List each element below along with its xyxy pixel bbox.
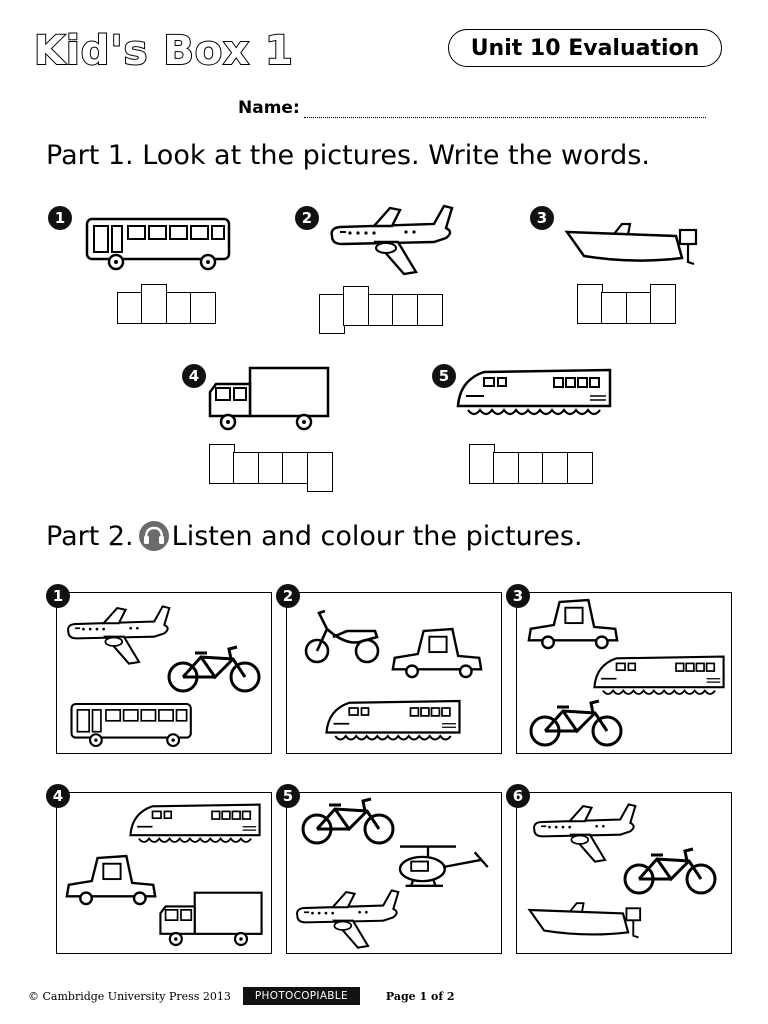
boat-icon: [564, 222, 704, 270]
frame-number: 1: [46, 584, 70, 608]
lorry-icon: [157, 891, 265, 951]
lorry-icon: [206, 366, 332, 436]
unit-title: Unit 10 Evaluation: [448, 29, 722, 67]
plane-icon: [326, 202, 456, 278]
item-number: 4: [182, 364, 206, 388]
answer-boxes-1[interactable]: [118, 292, 216, 324]
train-icon: [127, 801, 263, 849]
answer-boxes-4[interactable]: [210, 452, 333, 492]
name-label: Name:: [238, 98, 300, 118]
part2-heading: [46, 520, 583, 552]
letter-box[interactable]: [417, 294, 443, 326]
boat-icon: [527, 901, 647, 943]
letter-box[interactable]: [577, 284, 603, 324]
letter-box[interactable]: [650, 284, 676, 324]
picture-frame-4[interactable]: [56, 792, 272, 954]
footer: [28, 987, 455, 1005]
letter-box[interactable]: [542, 452, 568, 484]
logo: Kid's Box 1: [34, 28, 294, 74]
cd-icon: [138, 520, 170, 552]
frame-number: 4: [46, 784, 70, 808]
car-icon: [63, 853, 159, 909]
letter-box[interactable]: [166, 292, 192, 324]
letter-box[interactable]: [392, 294, 418, 326]
bike-icon: [165, 645, 265, 695]
helicopter-icon: [387, 841, 497, 897]
frame-number: 6: [506, 784, 530, 808]
train-icon: [591, 653, 727, 701]
train-icon: [454, 366, 614, 422]
letter-box[interactable]: [626, 292, 652, 324]
picture-frame-2[interactable]: [286, 592, 502, 754]
frame-number: 2: [276, 584, 300, 608]
photocopiable-badge: PHOTOCOPIABLE: [243, 987, 360, 1005]
bike-icon: [621, 847, 721, 897]
motorbike-icon: [303, 607, 383, 667]
bike-icon: [527, 699, 627, 749]
letter-box[interactable]: [233, 452, 259, 484]
letter-box[interactable]: [493, 452, 519, 484]
frame-number: 5: [276, 784, 300, 808]
part2-prefix: Part 2.: [46, 520, 134, 552]
copyright: © Cambridge University Press 2013: [28, 989, 231, 1003]
letter-box[interactable]: [469, 444, 495, 484]
train-icon: [323, 697, 463, 747]
picture-frame-3[interactable]: [516, 592, 732, 754]
name-field[interactable]: [304, 102, 706, 118]
plane-icon: [291, 887, 403, 951]
letter-box[interactable]: [141, 284, 167, 324]
answer-boxes-2[interactable]: [320, 294, 443, 334]
letter-box[interactable]: [601, 292, 627, 324]
bus-icon: [69, 701, 195, 749]
picture-frame-1[interactable]: [56, 592, 272, 754]
letter-box[interactable]: [307, 452, 333, 492]
letter-box[interactable]: [258, 452, 284, 484]
letter-box[interactable]: [117, 292, 143, 324]
part1-heading: Part 1. Look at the pictures. Write the words.: [46, 140, 650, 171]
frame-number: 3: [506, 584, 530, 608]
plane-icon: [63, 603, 173, 667]
answer-boxes-5[interactable]: [470, 452, 593, 484]
item-number: 2: [295, 206, 319, 230]
name-row: [238, 98, 706, 118]
bus-icon: [84, 216, 234, 272]
item-number: 5: [432, 364, 456, 388]
letter-box[interactable]: [368, 294, 394, 326]
car-icon: [525, 597, 621, 653]
part2-instruction: Listen and colour the pictures.: [171, 520, 583, 552]
picture-frame-5[interactable]: [286, 792, 502, 954]
letter-box[interactable]: [343, 286, 369, 326]
item-number: 3: [530, 206, 554, 230]
letter-box[interactable]: [319, 294, 345, 334]
bike-icon: [299, 797, 399, 847]
picture-frame-6[interactable]: [516, 792, 732, 954]
letter-box[interactable]: [209, 444, 235, 484]
letter-box[interactable]: [282, 452, 308, 484]
letter-box[interactable]: [518, 452, 544, 484]
letter-box[interactable]: [190, 292, 216, 324]
page-number: Page 1 of 2: [385, 989, 455, 1003]
car-icon: [389, 627, 485, 681]
answer-boxes-3[interactable]: [578, 292, 676, 324]
item-number: 1: [48, 206, 72, 230]
letter-box[interactable]: [567, 452, 593, 484]
